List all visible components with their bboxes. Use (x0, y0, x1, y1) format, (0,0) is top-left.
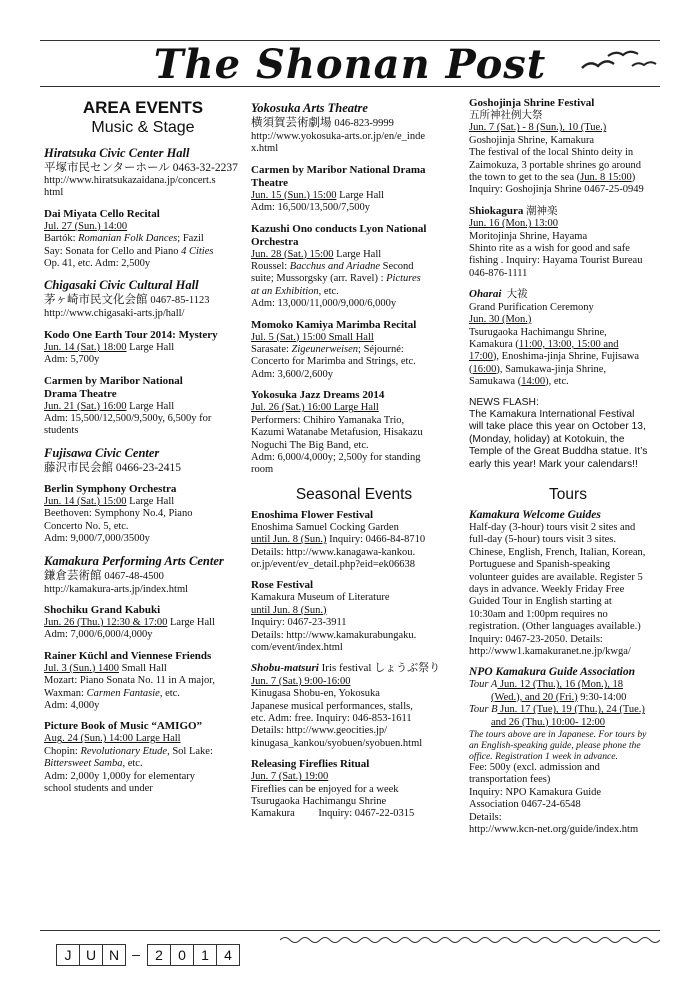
venue-url-cont[interactable]: x.html (251, 143, 279, 155)
event-item: Goshojinja Shrine Festival 五所神社例大祭 Jun. 7 (Sat.) - 8 (Sun.), 10 (Tue.) Goshojinja Shrine, Kamakura The festival of the local Shinto deity in Zaimokuza, 3 portable shrines go around the town to get to the sea (Jun. 8 15:00) Inquiry: Goshojinja Shrine 0467-25-0949 (469, 97, 644, 196)
venue-kamakura: Kamakura Performing Arts Center (44, 553, 224, 568)
date-char: 0 (170, 944, 194, 966)
event-item: Rainer Küchl and Viennese Friends Jul. 3 (Sun.) 1400 Small Hall Mozart: Piano Sonata No. 11 in A major, Waxman: Carmen Fantasie, etc. Adm: 4,000y (44, 649, 215, 711)
venue-yokosuka: Yokosuka Arts Theatre (251, 101, 368, 115)
tours-header: Tours (549, 485, 587, 503)
event-item: Berlin Symphony Orchestra Jun. 14 (Sat.) 15:00 Large Hall Beethoven: Symphony No.4, Piano Concerto No. 5, etc. Adm: 9,000/7,000/3500y (44, 482, 193, 545)
date-char: N (102, 944, 126, 966)
area-events-title: AREA EVENTS (82, 98, 204, 117)
date-char: U (79, 944, 103, 966)
tour-url[interactable]: http://www1.kamakuranet.ne.jp/kwga/ (469, 646, 631, 658)
date-char: J (56, 944, 80, 966)
event-item: Carmen by Maribor National Drama Theatre Jun. 15 (Sun.) 15:00 Large Hall Adm: 16,500/13,500/7,500y (251, 163, 426, 214)
event-item: Shiokagura 潮神楽 Jun. 16 (Mon.) 13:00 Moritojinja Shrine, Hayama Shinto rite as a wish for good and safe fishing . Inquiry: Hayama Tourist Bureau 046-876-1111 (469, 204, 643, 279)
seagulls-icon (578, 46, 658, 76)
event-item: Dai Miyata Cello Recital Jul. 27 (Sun.) 14:00 Bartók: Romanian Folk Dances; Fazil Say: Sonata for Cello and Piano 4 Cities Op. 41, etc. Adm: 2,500y (44, 207, 214, 270)
event-item: Kodo One Earth Tour 2014: Mystery Jun. 14 (Sat.) 18:00 Large Hall Adm: 5,700y (44, 328, 218, 366)
date-char: 1 (193, 944, 217, 966)
column-right (469, 95, 667, 837)
seasonal-events-header: Seasonal Events (295, 485, 413, 503)
area-events-header (44, 98, 242, 138)
venue-yokosuka-contact: 横須賀芸術劇場 046-823-9999 (251, 117, 394, 129)
news-flash: NEWS FLASH: The Kamakura International Festival will take place this year on October 13, (Monday, holiday) at Kotokuin, the Temple of the Great Buddha statue. It’s early this year! Mark your calendars!! (469, 396, 648, 470)
column-area-events (44, 95, 242, 795)
venue-url[interactable]: http://www.hiratsukazaidana.jp/concert.s (44, 175, 216, 186)
event-item: Picture Book of Music “AMIGO” Aug. 24 (Sun.) 14:00 Large Hall Chopin: Revolutionary Etude, Sol Lake: Bittersweet Samba, etc. Adm: 2,000y 1,000y for elementary school students and under (44, 720, 213, 794)
venue-fujisawa: Fujisawa Civic Center (44, 445, 160, 460)
event-item: Carmen by Maribor National Drama Theatre Jun. 21 (Sat.) 16:00 Large Hall Adm: 15,500/12,500/9,500y, 6,500y for students (44, 374, 212, 437)
event-item: Shochiku Grand Kabuki Jun. 26 (Thu.) 12:30 & 17:00 Large Hall Adm: 7,000/6,000/4,000y (44, 603, 215, 641)
event-item: Oharai 大祓 Grand Purification Ceremony Jun. 30 (Mon.) Tsurugaoka Hachimangu Shrine, Kamakura (11:00, 13:00, 15:00 and 17:00), Enoshima-jinja Shrine, Fujisawa (16:00), Samukawa-jinja Shrine, Samukawa (14:00), etc. (469, 288, 640, 388)
venue-kamakura-contact: 鎌倉芸術館 0467-48-4500 (44, 569, 164, 582)
venue-chigasaki: Chigasaki Civic Cultural Hall (44, 278, 199, 293)
masthead-bottom-rule (40, 86, 660, 87)
wave-divider-icon (280, 933, 660, 947)
date-char: 4 (216, 944, 240, 966)
footer-rule (40, 930, 660, 931)
venue-hiratsuka-contact: 平塚市民センターホール 0463-32-2237 (44, 162, 238, 174)
venue-chigasaki-contact: 茅ヶ崎市民文化会館 0467-85-1123 (44, 294, 210, 307)
event-item: Releasing Fireflies Ritual Jun. 7 (Sat.) 19:00 Fireflies can be enjoyed for a week Tsurugaoka Hachimangu Shrine Kamakura Inquiry: 0467-22-0315 (251, 758, 415, 820)
tour-url[interactable]: http://www.kcn-net.org/guide/index.htm (469, 824, 639, 836)
date-char: 2 (147, 944, 171, 966)
date-dash: – (132, 946, 140, 962)
issue-date (56, 944, 239, 966)
venue-url-cont[interactable]: html (44, 187, 64, 199)
event-item: Enoshima Flower Festival Enoshima Samuel Cocking Garden until Jun. 8 (Sun.) Inquiry: 0466-84-8710 Details: http://www.kanagawa-kankou. or.jp/event/ev_detail.php?eid=ek06638 (251, 508, 426, 570)
tour-item: Kamakura Welcome Guides Half-day (3-hour) tours visit 2 sites and full-day (5-hour) tours visit 3 sites. Chinese, English, French, Italian, Korean, Portuguese and Spanish-speaking volunteer guides are available. Register 5 days in advance. Weekly Friday Free Guided Tour in English starting at 10:30am and 1:00pm requires no registration. (Other languages available.) Inquiry: 0467-23-2050. Details: http://www1.kamakuranet.ne.jp/kwga/ (469, 509, 667, 658)
masthead (40, 40, 660, 88)
event-item: Yokosuka Jazz Dreams 2014 Jul. 26 (Sat.) 16:00 Large Hall Performers: Chihiro Yamanaka Trio, Kazumi Watanabe Metafusion, Hisakazu Noguchi The Big Band, etc. Adm: 6,000/4,000y; 2,500y for standing room (251, 389, 423, 476)
music-stage-subtitle: Music & Stage (91, 119, 195, 136)
footer (40, 930, 660, 964)
event-item: Momoko Kamiya Marimba Recital Jul. 5 (Sat.) 15:00 Small Hall Sarasate: Zigeunerweisen; Séjourné: Concerto for Marimba and Strings, etc. Adm: 3,600/2,600y (251, 318, 417, 380)
venue-url[interactable]: http://kamakura-arts.jp/index.html (44, 583, 189, 595)
event-item: Shobu-matsuri Iris festival しょうぶ祭り Jun. 7 (Sat.) 9:00-16:00 Kinugasa Shobu-en, Yokosuka Japanese musical performances, stalls, etc. Adm: free. Inquiry: 046-853-1611 Details: http://www.geocities.jp/ kinugasa_kankou/syobuen/syobuen.html (251, 662, 441, 749)
venue-url[interactable]: http://www.chigasaki-arts.jp/hall/ (44, 308, 185, 320)
venue-url[interactable]: http://www.yokosuka-arts.or.jp/en/e_inde (251, 131, 425, 142)
newspaper-title: The Shonan Post (153, 41, 547, 88)
venue-hiratsuka: Hiratsuka Civic Center Hall (44, 146, 190, 160)
event-item: Kazushi Ono conducts Lyon National Orchestra Jun. 28 (Sat.) 15:00 Large Hall Roussel: Bacchus and Ariadne Second suite; Mussorgsky (arr. Ravel) : Pictures at an Exhibition, etc. Adm: 13,000/11,000/9,000/6,000y (251, 222, 427, 310)
venue-fujisawa-contact: 藤沢市民会館 0466-23-2415 (44, 461, 182, 474)
tour-item: NPO Kamakura Guide Association Tour A Jun. 12 (Thu.), 16 (Mon.), 18 (Wed.), and 20 (Fri.) 9:30-14:00 Tour B Jun. 17 (Tue), 19 (Thu.), 24 (Tue.) and 26 (Thu.) 10:00- 12:00 The tours above are in Japanese. For tours by an English-speaking guide, please phone the office. Registration 1 week in advance. Fee: 500y (excl. admission and transportation fees) Inquiry: NPO Kamakura Guide Association 0467-24-6548 Details: http://www.kcn-net.org/guide/index.htm (469, 666, 667, 836)
event-item: Rose Festival Kamakura Museum of Literature until Jun. 8 (Sun.) Inquiry: 0467-23-3911 Details: http://www.kamakurabungaku. com/event/index.html (251, 579, 417, 653)
column-middle (251, 95, 457, 821)
